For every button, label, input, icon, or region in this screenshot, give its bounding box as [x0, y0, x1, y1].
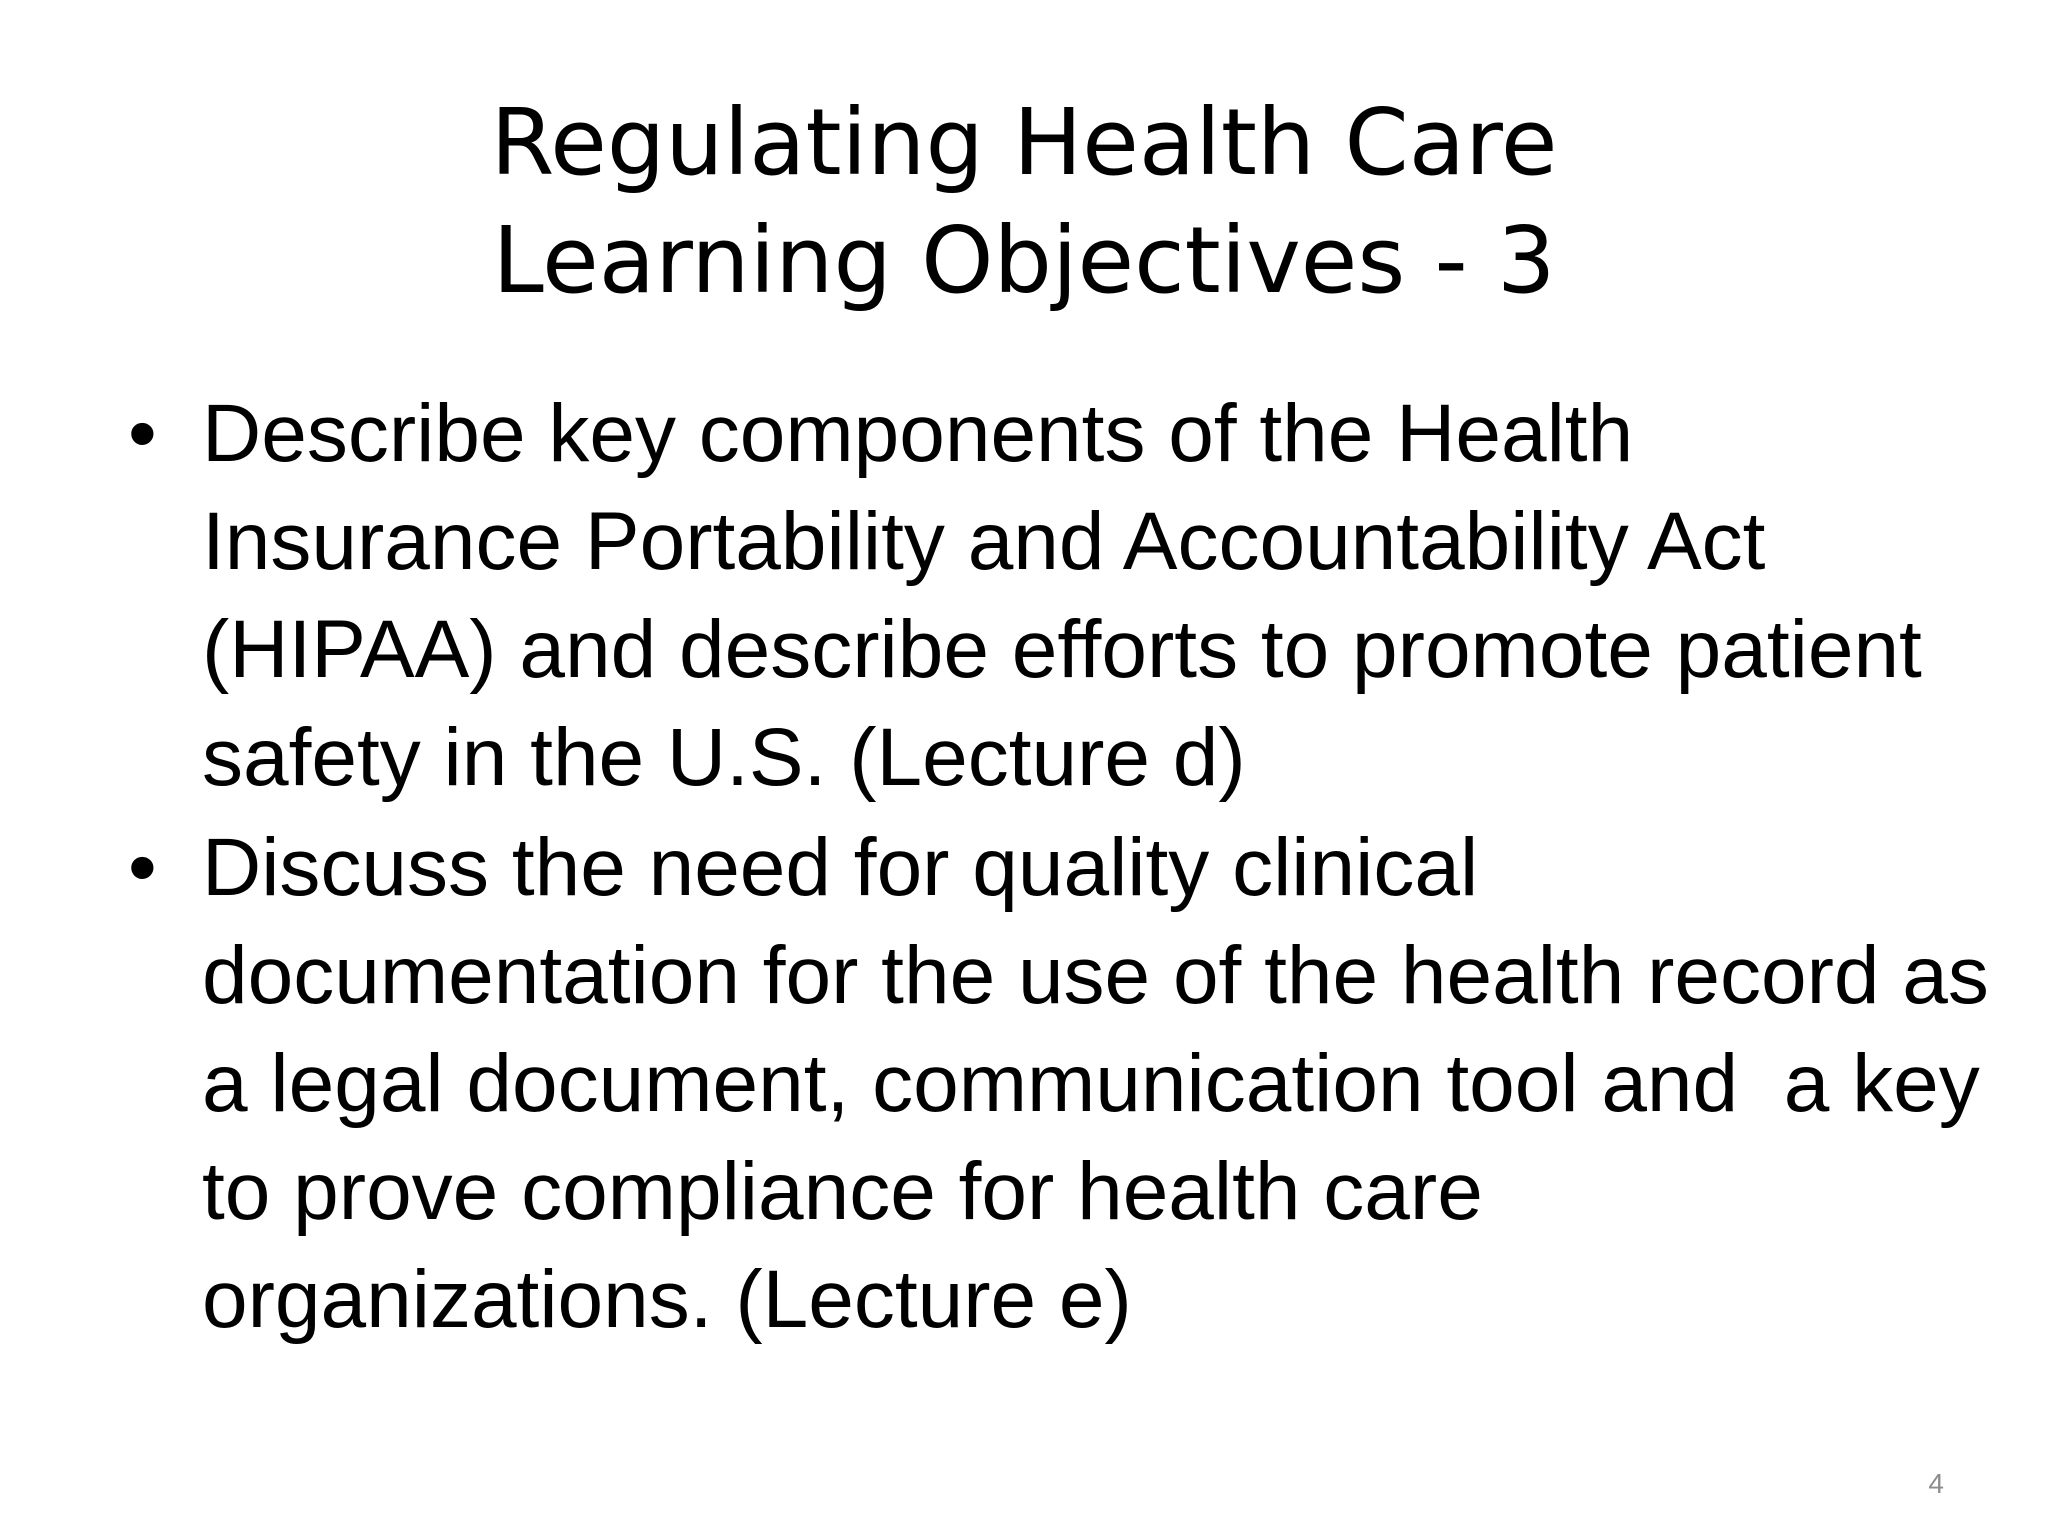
slide-title: [0, 84, 2048, 320]
bullet-list: [128, 380, 2012, 1356]
title-line-2: Learning Objectives - 3: [492, 207, 1556, 314]
bullet-icon: •: [128, 388, 157, 479]
bullet-icon: •: [128, 822, 157, 913]
bullet-text-1: Describe key components of the Health Insurance Portability and Accountability Act (HIPAA) and describe efforts to promote patient safety in the U.S. (Lecture d): [202, 388, 1922, 803]
title-line-1: Regulating Health Care: [490, 89, 1558, 196]
page-number: 4: [1928, 1468, 1944, 1499]
bullet-item-1: [128, 380, 2008, 812]
bullet-item-2: [128, 814, 2012, 1354]
bullet-text-2: Discuss the need for quality clinical documentation for the use of the health record as a legal document, communication tool and a key to prove compliance for health care organizations. (Lecture e): [202, 822, 2012, 1345]
